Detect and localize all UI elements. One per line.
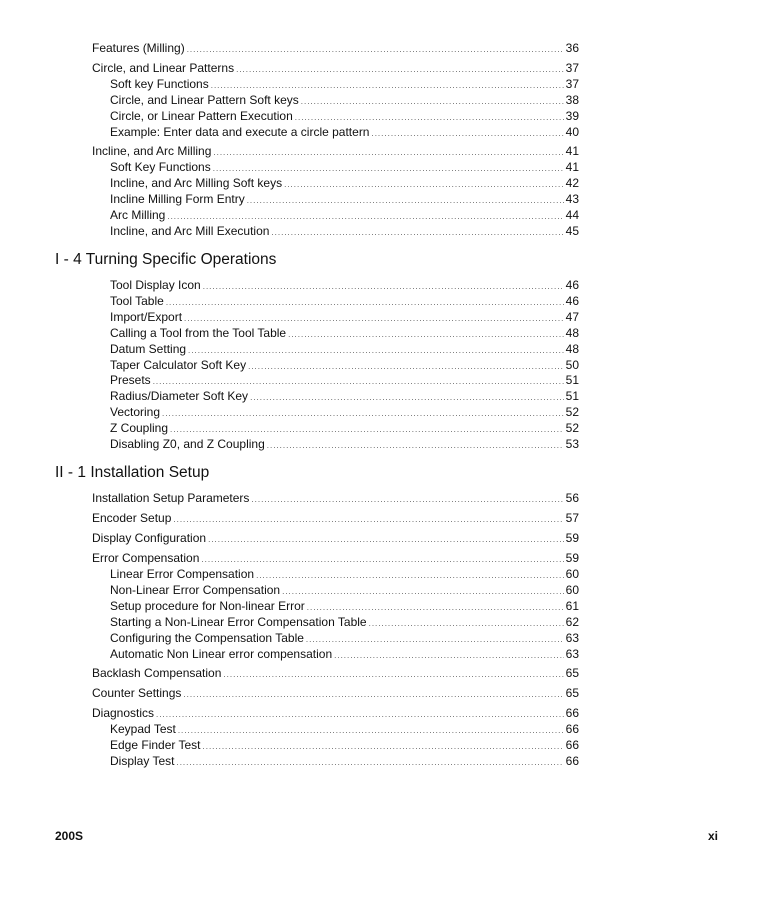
- toc-entry-page: 51: [565, 373, 579, 387]
- toc-entry-title: Edge Finder Test: [110, 738, 201, 752]
- toc-entry-title: Z Coupling: [110, 421, 169, 435]
- toc-entry: [110, 125, 579, 140]
- toc-entry-page: 42: [565, 176, 579, 190]
- toc-entry-page: 36: [565, 41, 579, 55]
- toc-entry: [110, 738, 579, 753]
- dot-leader: [371, 127, 563, 141]
- toc-entry-title: Incline Milling Form Entry: [110, 192, 245, 206]
- toc-entry: [110, 224, 579, 239]
- toc-entry: [92, 41, 579, 56]
- toc-entry-page: 53: [565, 437, 579, 451]
- toc-entry-page: 66: [565, 722, 579, 736]
- dot-leader: [334, 649, 564, 663]
- toc-entry: [110, 109, 579, 124]
- toc-entry-page: 37: [565, 77, 579, 91]
- toc-entry-page: 44: [565, 208, 579, 222]
- toc-entry-title: Import/Export: [110, 310, 183, 324]
- dot-leader: [282, 585, 564, 599]
- toc-entry-page: 48: [565, 342, 579, 356]
- toc-entry: [110, 631, 579, 646]
- toc-entry-title: Circle, and Linear Pattern Soft keys: [110, 93, 299, 107]
- toc-entry: [92, 551, 579, 566]
- dot-leader: [223, 668, 563, 682]
- toc-entry: [110, 326, 579, 341]
- toc-entry-page: 59: [565, 531, 579, 545]
- section-heading: I - 4 Turning Specific Operations: [55, 251, 277, 268]
- toc-entry-title: Taper Calculator Soft Key: [110, 358, 247, 372]
- toc-entry-title: Vectoring: [110, 405, 161, 419]
- toc-entry-title: Features (Milling): [92, 41, 185, 55]
- dot-leader: [267, 439, 564, 453]
- dot-leader: [208, 533, 564, 547]
- toc-entry-page: 52: [565, 405, 579, 419]
- dot-leader: [162, 407, 564, 421]
- toc-entry: [110, 176, 579, 191]
- toc-entry: [92, 686, 579, 701]
- toc-entry-title: Incline, and Arc Milling: [92, 144, 212, 158]
- toc-entry-page: 66: [565, 706, 579, 720]
- toc-entry: [110, 421, 579, 436]
- toc-entry: [110, 208, 579, 223]
- toc-entry-page: 48: [565, 326, 579, 340]
- section-heading: II - 1 Installation Setup: [55, 464, 210, 481]
- dot-leader: [187, 43, 564, 57]
- toc-entry: [110, 754, 579, 769]
- toc-entry: [92, 61, 579, 76]
- footer-model: 200S: [55, 829, 84, 843]
- toc-entry-page: 51: [565, 389, 579, 403]
- toc-entry: [110, 389, 579, 404]
- toc-entry-title: Disabling Z0, and Z Coupling: [110, 437, 265, 451]
- toc-entry-title: Automatic Non Linear error compensation: [110, 647, 333, 661]
- toc-entry: [110, 342, 579, 357]
- dot-leader: [201, 553, 563, 567]
- toc-entry-title: Incline, and Arc Mill Execution: [110, 224, 270, 238]
- dot-leader: [211, 79, 564, 93]
- toc-entry: [110, 567, 579, 582]
- dot-leader: [167, 210, 563, 224]
- dot-leader: [247, 194, 564, 208]
- toc-entry-page: 65: [565, 686, 579, 700]
- toc-entry: [110, 615, 579, 630]
- dot-leader: [184, 312, 564, 326]
- dot-leader: [203, 740, 564, 754]
- toc-entry-page: 56: [565, 491, 579, 505]
- dot-leader: [288, 328, 564, 342]
- toc-entry-page: 37: [565, 61, 579, 75]
- toc-entry: [110, 294, 579, 309]
- toc-entry-title: Calling a Tool from the Tool Table: [110, 326, 287, 340]
- toc-entry-title: Circle, and Linear Patterns: [92, 61, 235, 75]
- dot-leader: [183, 688, 563, 702]
- toc-entry-page: 38: [565, 93, 579, 107]
- dot-leader: [248, 360, 564, 374]
- toc-entry-page: 39: [565, 109, 579, 123]
- toc-entry: [110, 160, 579, 175]
- toc-entry: [110, 405, 579, 420]
- toc-entry-page: 41: [565, 144, 579, 158]
- toc-entry: [92, 144, 579, 159]
- toc-entry-title: Radius/Diameter Soft Key: [110, 389, 249, 403]
- toc-entry-title: Installation Setup Parameters: [92, 491, 250, 505]
- toc-entry-title: Linear Error Compensation: [110, 567, 255, 581]
- toc-entry: [92, 706, 579, 721]
- toc-entry: [110, 278, 579, 293]
- toc-entry-page: 45: [565, 224, 579, 238]
- toc-entry-title: Display Configuration: [92, 531, 207, 545]
- toc-entry: [110, 77, 579, 92]
- toc-entry-page: 61: [565, 599, 579, 613]
- dot-leader: [250, 391, 564, 405]
- toc-entry-page: 66: [565, 754, 579, 768]
- footer-page-number: xi: [707, 829, 718, 843]
- dot-leader: [301, 95, 564, 109]
- toc-entry-title: Starting a Non-Linear Error Compensation Table: [110, 615, 367, 629]
- toc-entry: [110, 583, 579, 598]
- toc-entry-title: Non-Linear Error Compensation: [110, 583, 281, 597]
- toc-entry-page: 66: [565, 738, 579, 752]
- toc-entry-page: 60: [565, 567, 579, 581]
- toc-entry-title: Diagnostics: [92, 706, 155, 720]
- toc-entry: [110, 722, 579, 737]
- toc-entry-title: Incline, and Arc Milling Soft keys: [110, 176, 283, 190]
- dot-leader: [256, 569, 564, 583]
- toc-entry-page: 63: [565, 631, 579, 645]
- toc-entry: [92, 666, 579, 681]
- toc-entry-title: Arc Milling: [110, 208, 166, 222]
- toc-entry-title: Display Test: [110, 754, 175, 768]
- toc-entry-title: Counter Settings: [92, 686, 182, 700]
- toc-entry-page: 62: [565, 615, 579, 629]
- toc-entry: [110, 310, 579, 325]
- toc-entry-title: Encoder Setup: [92, 511, 172, 525]
- toc-entry-title: Setup procedure for Non-linear Error: [110, 599, 305, 613]
- toc-entry-title: Tool Table: [110, 294, 164, 308]
- toc-entry-title: Soft Key Functions: [110, 160, 211, 174]
- dot-leader: [284, 178, 564, 192]
- toc-entry-page: 60: [565, 583, 579, 597]
- toc-entry-title: Error Compensation: [92, 551, 200, 565]
- toc-entry: [110, 373, 579, 388]
- toc-entry: [110, 93, 579, 108]
- dot-leader: [213, 146, 563, 160]
- dot-leader: [166, 296, 564, 310]
- dot-leader: [271, 226, 563, 240]
- toc-entry-page: 57: [565, 511, 579, 525]
- toc-entry: [92, 511, 579, 526]
- dot-leader: [170, 423, 564, 437]
- dot-leader: [236, 63, 564, 77]
- toc-entry-page: 43: [565, 192, 579, 206]
- toc-entry-page: 46: [565, 294, 579, 308]
- toc-entry: [110, 192, 579, 207]
- toc-entry-title: Soft key Functions: [110, 77, 209, 91]
- toc-entry-page: 63: [565, 647, 579, 661]
- toc-entry-title: Keypad Test: [110, 722, 176, 736]
- toc-entry: [92, 491, 579, 506]
- toc-entry-page: 40: [565, 125, 579, 139]
- toc-entry-title: Datum Setting: [110, 342, 187, 356]
- toc-entry-title: Circle, or Linear Pattern Execution: [110, 109, 293, 123]
- toc-entry-page: 47: [565, 310, 579, 324]
- toc-entry-page: 41: [565, 160, 579, 174]
- dot-leader: [178, 724, 564, 738]
- dot-leader: [203, 280, 564, 294]
- toc-entry-title: Configuring the Compensation Table: [110, 631, 304, 645]
- toc-entry-page: 52: [565, 421, 579, 435]
- dot-leader: [173, 513, 563, 527]
- toc-entry-title: Example: Enter data and execute a circle pattern: [110, 125, 370, 139]
- toc-entry: [110, 437, 579, 452]
- dot-leader: [176, 756, 563, 770]
- dot-leader: [213, 162, 564, 176]
- toc-entry: [110, 358, 579, 373]
- dot-leader: [369, 617, 564, 631]
- toc-entry: [110, 647, 579, 662]
- toc-entry-page: 46: [565, 278, 579, 292]
- dot-leader: [251, 493, 563, 507]
- dot-leader: [295, 111, 564, 125]
- dot-leader: [306, 633, 564, 647]
- toc-entry-page: 65: [565, 666, 579, 680]
- toc-entry-title: Backlash Compensation: [92, 666, 222, 680]
- dot-leader: [307, 601, 564, 615]
- dot-leader: [153, 375, 564, 389]
- toc-entry-page: 50: [565, 358, 579, 372]
- toc-entry-page: 59: [565, 551, 579, 565]
- toc-entry-title: Tool Display Icon: [110, 278, 201, 292]
- toc-entry: [110, 599, 579, 614]
- dot-leader: [156, 708, 564, 722]
- toc-entry: [92, 531, 579, 546]
- dot-leader: [188, 344, 564, 358]
- toc-entry-title: Presets: [110, 373, 151, 387]
